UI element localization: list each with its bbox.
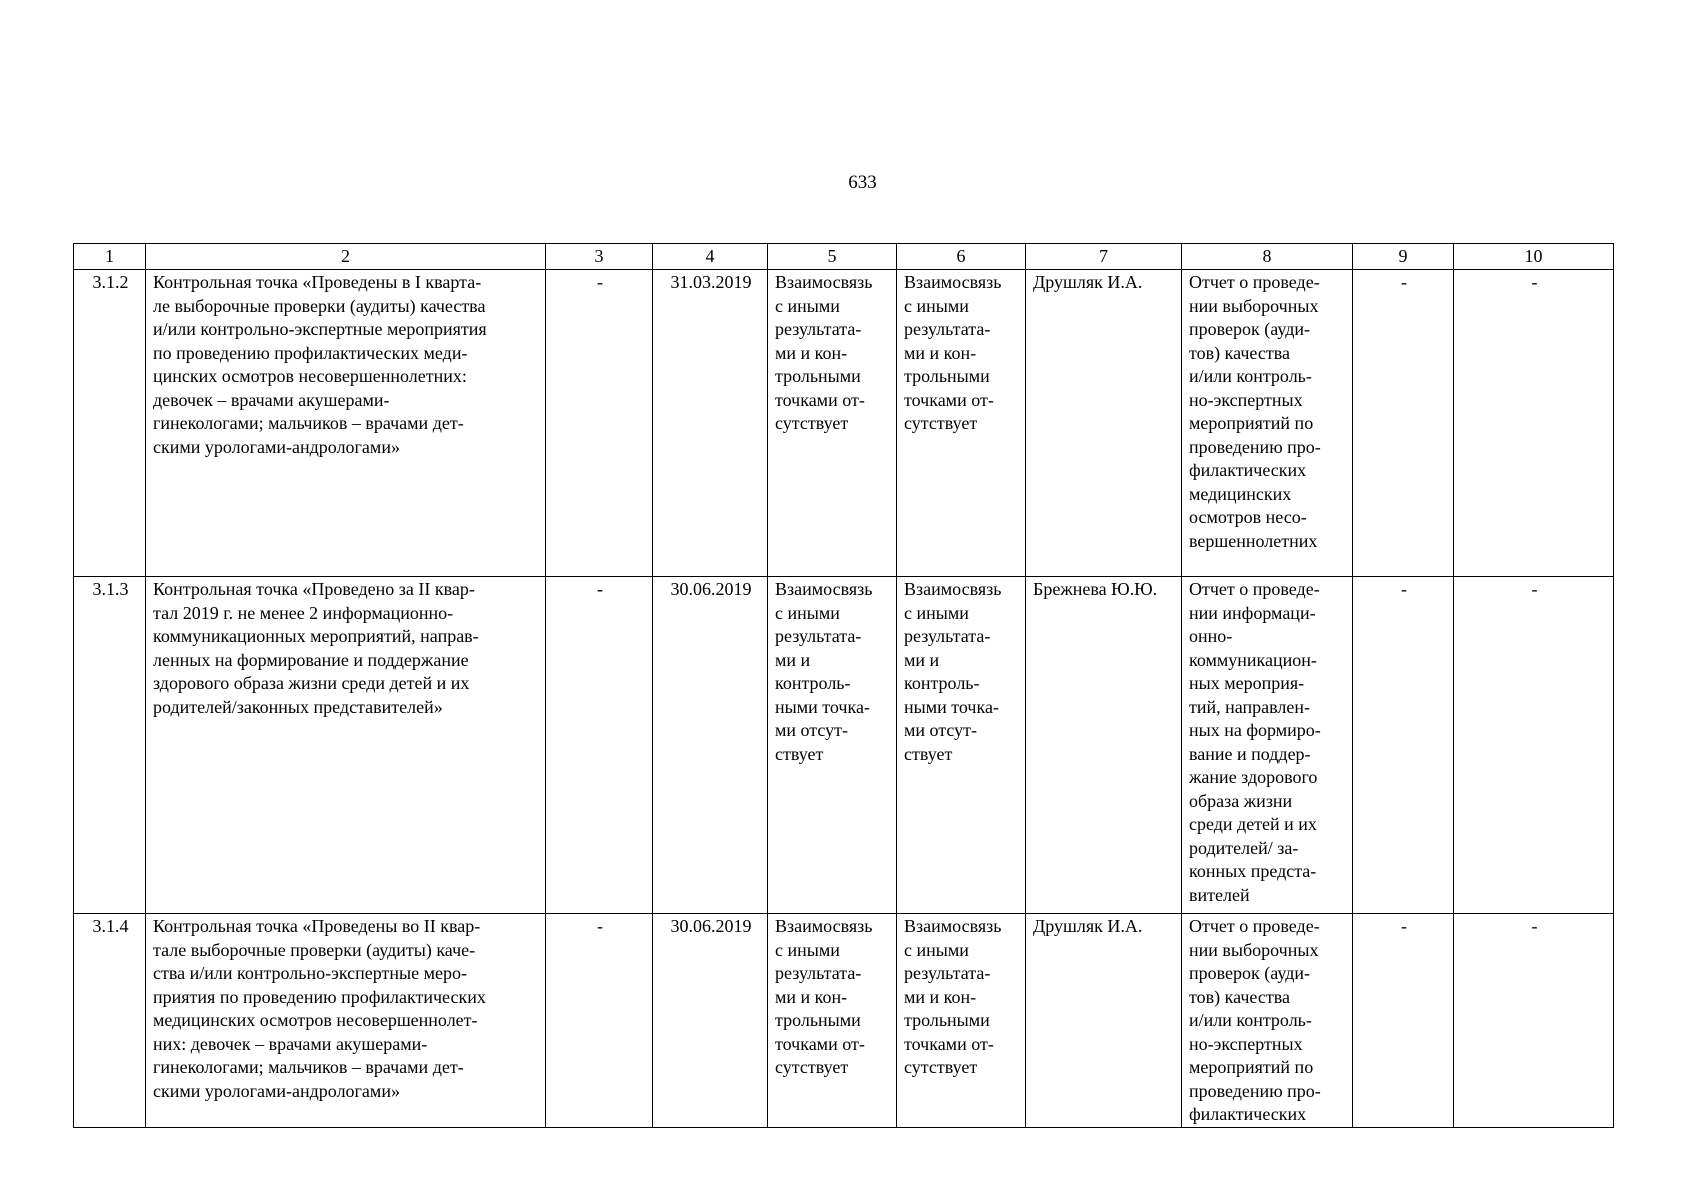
row-responsible: Друшляк И.А. [1026,270,1182,577]
row-description: Контрольная точка «Проведено за II квар- тал 2019 г. не менее 2 информационно- коммуникационных мероприятий, направ- ленных на формирование и поддержание здорового образа жизни среди детей и их родителей/законных представителей» [146,577,546,914]
row-col9: - [1353,270,1454,577]
column-header: 4 [653,244,768,270]
row-col3: - [546,270,653,577]
row-col5: Взаимосвязь с иными результата- ми и контроль- ными точка- ми отсут- ствует [768,577,897,914]
row-col5: Взаимосвязь с иными результата- ми и кон- трольными точками от- сутствует [768,914,897,1128]
row-col8: Отчет о проведе- нии информаци- онно- коммуникацион- ных мероприя- тий, направлен- ных на формиро- вание и поддер- жание здорового образа жизни среди детей и их родителей/ за- конных предста- вителей [1182,577,1353,914]
row-col10: - [1454,914,1614,1128]
row-col3: - [546,914,653,1128]
column-header: 9 [1353,244,1454,270]
row-col8: Отчет о проведе- нии выборочных проверок (ауди- тов) качества и/или контроль- но-экспертных мероприятий по проведению про- филактических медицинских осмотров несо- вершеннолетних [1182,270,1353,577]
column-header: 8 [1182,244,1353,270]
row-number: 3.1.3 [74,577,146,914]
column-header: 5 [768,244,897,270]
row-date: 30.06.2019 [653,577,768,914]
table-row [74,577,1614,914]
column-header: 7 [1026,244,1182,270]
row-col9: - [1353,914,1454,1128]
row-col8: Отчет о проведе- нии выборочных проверок (ауди- тов) качества и/или контроль- но-экспертных мероприятий по проведению про- филактических [1182,914,1353,1128]
row-col6: Взаимосвязь с иными результата- ми и кон- трольными точками от- сутствует [897,914,1026,1128]
column-header: 2 [146,244,546,270]
header-row [74,244,1614,270]
row-col6: Взаимосвязь с иными результата- ми и контроль- ными точка- ми отсут- ствует [897,577,1026,914]
row-date: 31.03.2019 [653,270,768,577]
table-row [74,270,1614,577]
column-header: 3 [546,244,653,270]
column-header: 1 [74,244,146,270]
row-col9: - [1353,577,1454,914]
row-number: 3.1.2 [74,270,146,577]
row-responsible: Брежнева Ю.Ю. [1026,577,1182,914]
row-description: Контрольная точка «Проведены во II квар- тале выборочные проверки (аудиты) каче- ства и/или контрольно-экспертные меро- приятия по проведению профилактических медицинских осмотров несовершеннолет- них: девочек – врачами акушерами- гинекологами; мальчиков – врачами дет- скими урологами-андрологами» [146,914,546,1128]
row-date: 30.06.2019 [653,914,768,1128]
row-col3: - [546,577,653,914]
row-responsible: Друшляк И.А. [1026,914,1182,1128]
page-number: 633 [848,172,877,193]
table-row [74,914,1614,1128]
column-header: 6 [897,244,1026,270]
row-number: 3.1.4 [74,914,146,1128]
row-col6: Взаимосвязь с иными результата- ми и кон- трольными точками от- сутствует [897,270,1026,577]
column-header: 10 [1454,244,1614,270]
row-col10: - [1454,577,1614,914]
row-col10: - [1454,270,1614,577]
row-description: Контрольная точка «Проведены в I кварта- ле выборочные проверки (аудиты) качества и/или контрольно-экспертные мероприятия по проведению профилактических меди- цинских осмотров несовершеннолетних: девочек – врачами акушерами- гинекологами; мальчиков – врачами дет- скими урологами-андрологами» [146,270,546,577]
row-col5: Взаимосвязь с иными результата- ми и кон- трольными точками от- сутствует [768,270,897,577]
plan-table [73,243,1614,1128]
